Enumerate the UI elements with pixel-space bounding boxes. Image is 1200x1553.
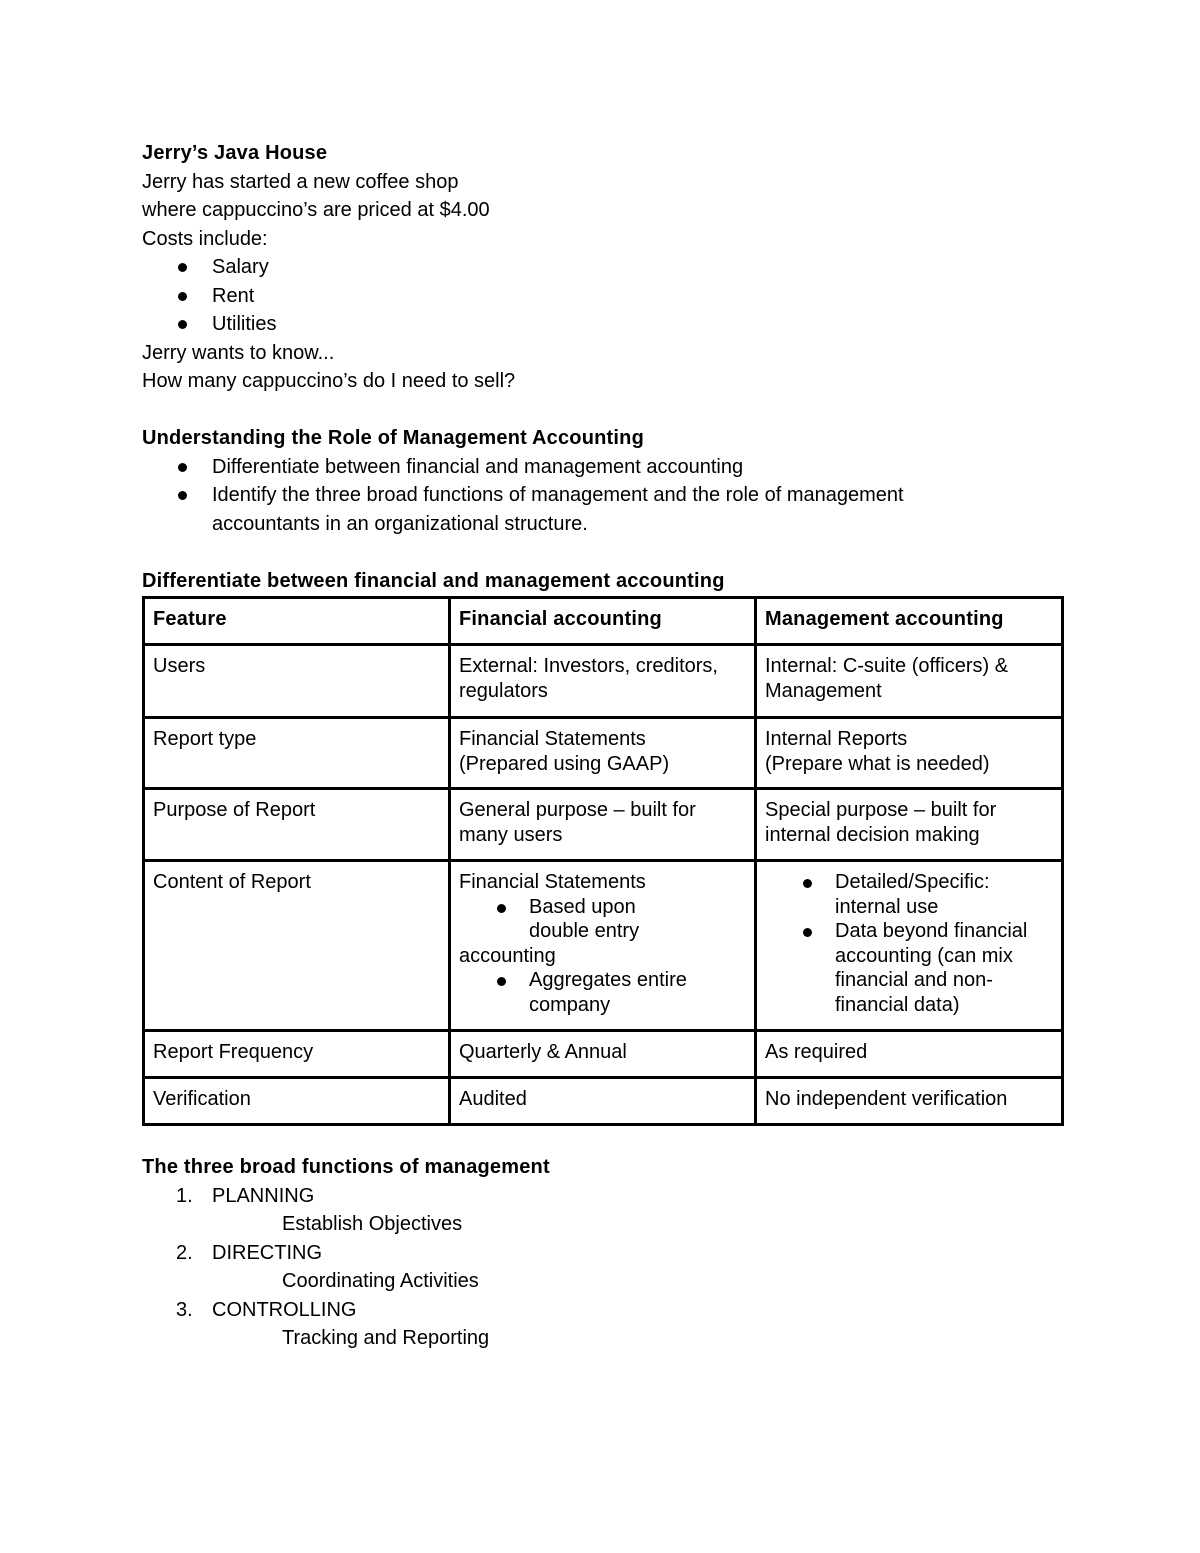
table-cell: Report type [144, 718, 450, 789]
function-desc: Coordinating Activities [282, 1270, 479, 1292]
table-cell: Quarterly & Annual [450, 1031, 756, 1078]
role-section [142, 424, 1002, 538]
table-cell: Purpose of Report [144, 789, 450, 861]
table-row [144, 789, 1063, 861]
table-cell [756, 861, 1063, 1031]
list-item: Data beyond financial accounting (can mix financial and non-financial data) [765, 919, 1053, 1017]
list-number: 2. [176, 1241, 193, 1264]
intro-line: where cappuccino’s are priced at $4.00 [142, 199, 490, 221]
table-header-row [144, 598, 1063, 645]
question-line: How many cappuccino’s do I need to sell? [142, 370, 516, 392]
table-row [144, 718, 1063, 789]
table-cell: Report Frequency [144, 1031, 450, 1078]
objectives-list [142, 453, 1002, 539]
table-row [144, 1031, 1063, 1078]
section-heading: Differentiate between financial and management accounting [142, 570, 725, 592]
table-cell: Audited [450, 1078, 756, 1125]
column-header: Financial accounting [450, 598, 756, 645]
table-cell: No independent verification [756, 1078, 1063, 1125]
function-name: PLANNING [212, 1184, 315, 1207]
list-item: Salary [142, 253, 515, 282]
table-cell: Verification [144, 1078, 450, 1125]
list-item [142, 1239, 550, 1296]
cell-list [459, 895, 746, 944]
column-header: Management accounting [756, 598, 1063, 645]
list-item [142, 1296, 550, 1353]
cell-line: Financial Statements [459, 728, 646, 750]
comparison-table [142, 596, 1064, 1126]
list-item: Aggregates entire company [459, 968, 689, 1017]
intro-section [142, 139, 515, 396]
wants-line: Jerry wants to know... [142, 341, 335, 364]
table-cell [450, 718, 756, 789]
table-row [144, 861, 1063, 1031]
table-cell: Internal: C-suite (officers) & Management [756, 645, 1063, 718]
list-item: Detailed/Specific: internal use [765, 870, 975, 919]
list-item: Utilities [142, 310, 515, 339]
functions-section [142, 1153, 550, 1353]
cell-line: (Prepare what is needed) [765, 752, 990, 775]
function-desc: Tracking and Reporting [282, 1327, 490, 1349]
table-cell: As required [756, 1031, 1063, 1078]
cell-list [765, 870, 1053, 1017]
table-cell [450, 861, 756, 1031]
function-name: DIRECTING [212, 1241, 322, 1264]
costs-list [142, 253, 515, 339]
cell-line: (Prepared using GAAP) [459, 752, 670, 775]
cell-line: Internal Reports [765, 728, 908, 750]
comparison-section [142, 567, 725, 596]
table-row [144, 645, 1063, 718]
intro-line: Jerry has started a new coffee shop [142, 170, 459, 193]
column-header: Feature [144, 598, 450, 645]
cell-list [459, 968, 746, 1017]
functions-list [142, 1182, 550, 1353]
intro-title: Jerry’s Java House [142, 142, 328, 164]
table-cell: Special purpose – built for internal decision making [756, 789, 1063, 861]
list-item [142, 1182, 550, 1239]
table-cell: Users [144, 645, 450, 718]
function-name: CONTROLLING [212, 1298, 357, 1321]
costs-label: Costs include: [142, 227, 268, 250]
list-item: Differentiate between financial and management accounting [142, 453, 1002, 482]
table-cell [756, 718, 1063, 789]
function-desc: Establish Objectives [282, 1213, 463, 1235]
list-number: 3. [176, 1298, 193, 1321]
cell-line: Financial Statements [459, 871, 646, 893]
table-row [144, 1078, 1063, 1125]
section-heading: The three broad functions of management [142, 1156, 550, 1178]
table-cell: General purpose – built for many users [450, 789, 756, 861]
table-cell: External: Investors, creditors, regulators [450, 645, 756, 718]
table-cell: Content of Report [144, 861, 450, 1031]
list-item: Based upon double entry [459, 895, 679, 944]
cell-line: accounting [459, 944, 556, 967]
list-number: 1. [176, 1184, 193, 1207]
list-item: Rent [142, 282, 515, 311]
section-heading: Understanding the Role of Management Accounting [142, 427, 645, 449]
list-item: Identify the three broad functions of management and the role of management accountants in an organizational structure. [142, 481, 1002, 538]
